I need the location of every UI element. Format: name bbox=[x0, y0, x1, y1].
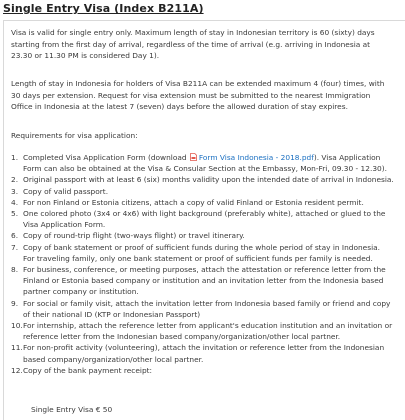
list-item-line: Original passport with at least 6 (six) months validity upon the intended date of arrival in Indonesia. bbox=[23, 175, 394, 185]
list-item-line: For traveling family, only one bank statement or proof of sufficient funds per family is needed. bbox=[23, 253, 373, 263]
list-item-line: Copy of valid passport. bbox=[23, 186, 109, 196]
list-item-number: 1. bbox=[11, 153, 19, 162]
list-item-number: 7. bbox=[11, 242, 19, 252]
list-item-number: 3. bbox=[11, 186, 19, 196]
list-item bbox=[11, 152, 405, 174]
list-item-text: Completed Visa Application Form (download bbox=[23, 153, 189, 162]
list-item bbox=[11, 208, 405, 230]
paragraph-line: Length of stay in Indonesia for holders of Visa B211A can be extended maximum 4 (four) times, with bbox=[11, 79, 385, 88]
paragraph-extension bbox=[11, 78, 405, 113]
list-item-line: partner company or institution. bbox=[23, 287, 139, 297]
page-title: Single Entry Visa (Index B211A) bbox=[3, 2, 204, 15]
list-item-number: 11. bbox=[11, 343, 23, 353]
list-item bbox=[11, 264, 405, 298]
list-item bbox=[11, 320, 405, 342]
list-item-line: based company/organization/other local partner. bbox=[23, 354, 204, 364]
list-item-number: 8. bbox=[11, 265, 19, 275]
list-item-line: reference letter from the Indonesian based company/organization/other local partner. bbox=[23, 332, 341, 342]
list-item bbox=[11, 298, 405, 320]
requirements-heading bbox=[11, 130, 405, 142]
list-item-line: Visa Application Form. bbox=[23, 220, 106, 230]
list-item-line: Finland or Estonia based company or institution and an invitation letter from the Indonesia based bbox=[23, 276, 384, 286]
list-item-line: Copy of bank statement or proof of sufficient funds during the whole period of stay in Indonesia. bbox=[23, 242, 380, 252]
list-item-number: 10. bbox=[11, 321, 23, 331]
list-item bbox=[11, 186, 405, 197]
paragraph-line: starting from the first day of arrival, regardless of the time of arrival (e.g. arriving in Indonesia at bbox=[11, 39, 371, 49]
list-item-number: 4. bbox=[11, 197, 19, 207]
list-item-line: Form can also be obtained at the Visa & Consular Section at the Embassy, Mon-Fri, 09.30 - 12.30). bbox=[23, 164, 387, 174]
list-item-line: For non-profit activity (volunteering), attach the invitation or reference letter from the Indonesian bbox=[23, 343, 385, 353]
pdf-file-icon bbox=[190, 153, 197, 161]
list-item-text: ). Visa Application bbox=[313, 153, 381, 162]
list-item-number: 5. bbox=[11, 209, 19, 219]
list-item-number: 9. bbox=[11, 298, 19, 308]
list-item-number: 12. bbox=[11, 365, 23, 375]
list-item bbox=[11, 365, 405, 376]
list-item-line: For social or family visit, attach the invitation letter from Indonesia based family or friend and copy bbox=[23, 298, 391, 308]
list-item-line: of their national ID (KTP or Indonesian Passport) bbox=[23, 309, 201, 319]
list-item-number: 2. bbox=[11, 175, 19, 185]
requirements-heading-text: Requirements for visa application: bbox=[11, 131, 138, 140]
list-item-line: For non Finland or Estonia citizens, attach a copy of valid Finland or Estonia resident permit. bbox=[23, 197, 364, 207]
visa-fee: Single Entry Visa € 50 bbox=[31, 405, 113, 414]
list-item bbox=[11, 242, 405, 264]
list-item bbox=[11, 197, 405, 208]
paragraph-line: Office in Indonesia at the latest 7 (seven) days before the allowed duration of stay expires. bbox=[11, 102, 348, 112]
requirements-list bbox=[11, 152, 405, 376]
list-item-line: For internship, attach the reference letter from applicant's education institution and an invitation or bbox=[23, 321, 393, 331]
form-visa-download-link[interactable]: Form Visa Indonesia - 2018.pdf bbox=[198, 153, 314, 162]
list-item-number: 6. bbox=[11, 231, 19, 241]
paragraph-line: 23.30 or 11.30 PM is considered Day 1). bbox=[11, 51, 160, 61]
paragraph-line: 30 days per extension. Request for visa extension must be submitted to the nearest Immigration bbox=[11, 90, 371, 100]
list-item-line: One colored photo (3x4 or 4x6) with light background (preferably white), attached or glued to the bbox=[23, 209, 386, 219]
paragraph-validity bbox=[11, 27, 405, 62]
list-item-line: Copy of round-trip flight (two-ways flight) or travel itinerary. bbox=[23, 231, 245, 241]
list-item bbox=[11, 230, 405, 241]
list-item-line bbox=[23, 152, 405, 163]
list-item-line: For business, conference, or meeting purposes, attach the attestation or reference letter from the bbox=[23, 265, 386, 275]
list-item bbox=[11, 342, 405, 364]
paragraph-line: Visa is valid for single entry only. Maximum length of stay in Indonesian territory is 60 (sixty) days bbox=[11, 28, 375, 37]
list-item bbox=[11, 174, 405, 185]
list-item-line: Copy of the bank payment receipt: bbox=[23, 365, 153, 375]
